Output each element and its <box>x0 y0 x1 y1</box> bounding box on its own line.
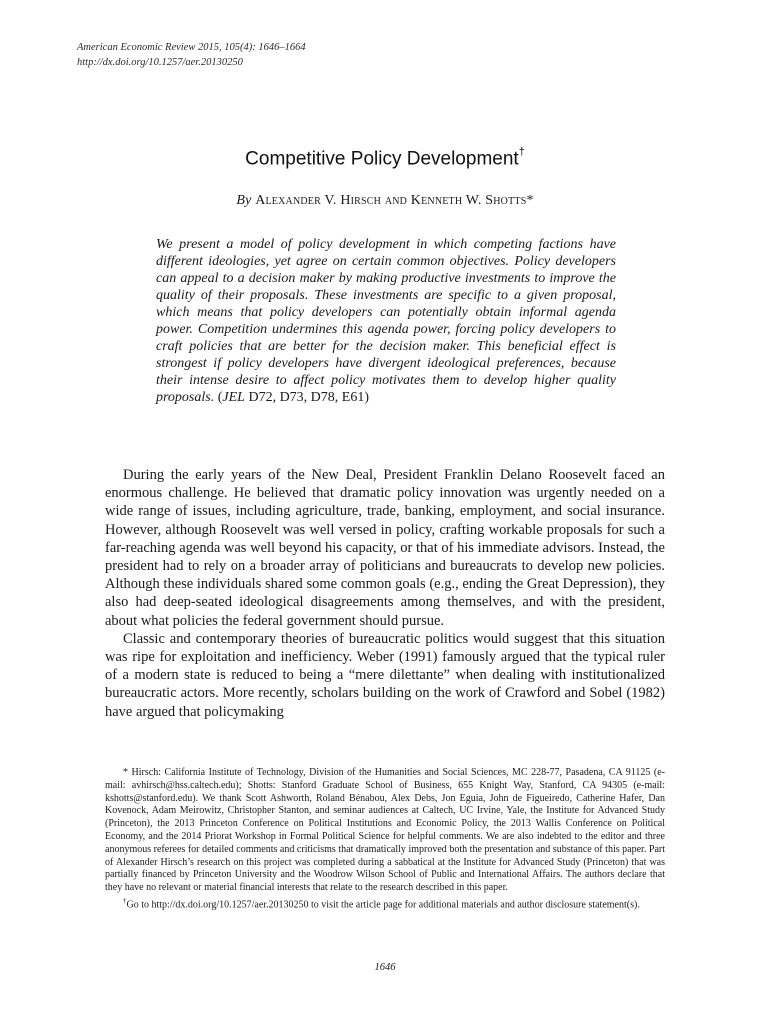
title-dagger-mark: † <box>518 146 525 158</box>
page-number: 1646 <box>374 962 396 973</box>
byline-asterisk: * <box>526 193 534 208</box>
dagger-footnote <box>105 895 665 912</box>
body-text <box>105 466 665 721</box>
byline-by: By <box>236 193 252 208</box>
author-shotts: Kenneth W. Shotts <box>410 193 527 208</box>
body-paragraph: Classic and contemporary theories of bureaucratic politics would suggest that this situation was ripe for exploitation and inefficiency. Weber (1991) famously argued that the typical ruler of a modern state is reduced to being a “mere dilettante” when dealing with institutionalized bureaucratic actors. More recently, scholars building on the work of Crawford and Sobel (1982) have argued that policymaking <box>105 630 665 720</box>
footnotes <box>105 767 665 912</box>
dagger-footnote-mark: † <box>123 896 127 905</box>
jel-label: JEL <box>222 390 245 405</box>
doi-link[interactable]: http://dx.doi.org/10.1257/aer.20130250 <box>77 57 243 68</box>
abstract-text: We present a model of policy development in which competing factions have different ideologies, yet agree on certain common objectives. Policy developers can appeal to a decision maker by making productive investments to improve the quality of their proposals. These investments are specific to a given proposal, which means that policy developers can potentially obtain informal agenda power. Competition undermines this agenda power, forcing policy developers to craft policies that are better for the decision maker. This beneficial effect is strongest if policy developers have divergent ideological preferences, because their intense desire to affect policy motivates them to develop higher quality proposals. <box>156 237 616 405</box>
paper-title <box>0 148 770 170</box>
body-paragraph: During the early years of the New Deal, President Franklin Delano Roosevelt faced an enormous challenge. He believed that dramatic policy innovation was urgently needed on a wide range of issues, including agriculture, trade, banking, employment, and social insurance. However, although Roosevelt was well versed in policy, crafting workable proposals for such a far-reaching agenda was well beyond his capacity, or that of his immediate advisors. Instead, the president had to rely on a broader array of politicians and bureaucrats to develop new policies. Although these individuals shared some common goals (e.g., ending the Great Depression), they also had deep-seated ideological disagreements among themselves, and with the president, about what policies the federal government should pursue. <box>105 467 665 629</box>
jel-code-list: D72, D73, D78, E61) <box>244 390 369 405</box>
abstract <box>156 236 616 406</box>
jel-codes <box>218 390 369 405</box>
author-byline <box>0 193 770 209</box>
dagger-footnote-text: Go to http://dx.doi.org/10.1257/aer.20130250 to visit the article page for additional materials and author disclosure statement(s). <box>126 899 640 911</box>
author-footnote: * Hirsch: California Institute of Technology, Division of the Humanities and Social Sciences, MC 228-77, Pasadena, CA 91125 (e-mail: avhirsch@hss.caltech.edu); Shotts: Stanford Graduate School of Business, 655 Knight Way, Stanford, CA 94305 (e-mail: kshotts@stanford.edu). We thank Scott Ashworth, Roland Bénabou, Alex Debs, Jon Eguia, John de Figueiredo, Catherine Hafer, Dan Kovenock, Adam Meirowitz, Christopher Stanton, and seminar audiences at Caltech, UC Irvine, Yale, the Institute for Advanced Study (Princeton), the 2013 Princeton Conference on Political Institutions and Economic Policy, the 2013 Wallis Conference on Political Economy, and the 2014 Priorat Workshop in Formal Political Science for helpful comments. We are also indebted to the editor and three anonymous referees for detailed comments and criticisms that dramatically improved both the presentation and substance of this paper. Part of Alexander Hirsch’s research on this project was completed during a sabbatical at the Institute for Advanced Study (Princeton) that was partially financed by Princeton University and the Woodrow Wilson School of Public and International Affairs. The authors declare that they have no relevant or material financial interests that relate to the research described in this paper. <box>105 767 665 894</box>
paper-title-text: Competitive Policy Development <box>245 148 519 170</box>
byline-and: and <box>384 193 408 208</box>
journal-citation: American Economic Review 2015, 105(4): 1646–1664 <box>77 42 306 53</box>
jel-open-paren: ( <box>217 390 223 405</box>
journal-header <box>77 40 306 70</box>
author-hirsch: Alexander V. Hirsch <box>255 193 382 208</box>
